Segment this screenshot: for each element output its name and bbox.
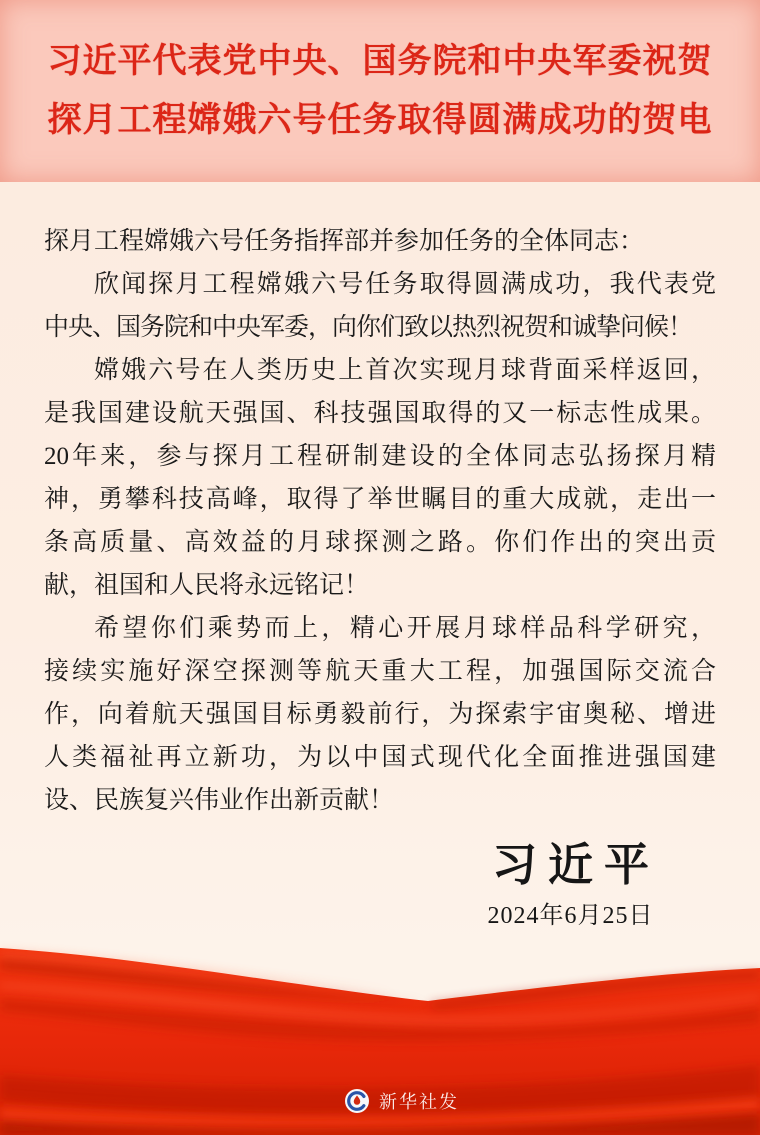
body-line-4: 嫦娥六号在人类历史上首次实现月球背面采样返回， — [94, 357, 716, 384]
body-line-10: 希望你们乘势而上，精心开展月球样品科学研究， — [94, 615, 716, 642]
title-line-1: 习近平代表党中央、国务院和中央军委祝贺 — [47, 43, 713, 80]
signature-date: 2024年6月25日 — [487, 903, 654, 929]
signature-block — [481, 836, 660, 935]
agency-credit — [344, 1088, 459, 1114]
body-line-5: 是我国建设航天强国、科技强国取得的又一标志性成果。 — [44, 400, 716, 427]
body-line-14: 设、民族复兴伟业作出新贡献！ — [44, 787, 395, 814]
body-line-3: 中央、国务院和中央军委，向你们致以热烈祝贺和诚挚问候！ — [44, 314, 693, 341]
salutation-line: 探月工程嫦娥六号任务指挥部并参加任务的全体同志： — [44, 228, 645, 255]
body-line-2: 欣闻探月工程嫦娥六号任务取得圆满成功，我代表党 — [94, 271, 716, 298]
body-line-13: 人类福祉再立新功，为以中国式现代化全面推进强国建 — [44, 744, 716, 771]
agency-credit-text: 新华社发 — [379, 1092, 459, 1112]
body-line-9: 献，祖国和人民将永远铭记！ — [44, 572, 370, 599]
signature-name: 习近平 — [491, 840, 660, 890]
letter-body — [44, 182, 716, 935]
body-line-12: 作，向着航天强国目标勇毅前行，为探索宇宙奥秘、增进 — [44, 701, 716, 728]
title-banner — [0, 0, 760, 182]
xinhua-logo-icon — [344, 1088, 370, 1114]
body-line-6: 20年来，参与探月工程研制建设的全体同志弘扬探月精 — [44, 443, 716, 470]
body-line-11: 接续实施好深空探测等航天重大工程，加强国际交流合 — [44, 658, 716, 685]
body-line-7: 神，勇攀科技高峰，取得了举世瞩目的重大成就，走出一 — [44, 486, 716, 513]
title-line-2: 探月工程嫦娥六号任务取得圆满成功的贺电 — [47, 102, 713, 139]
body-line-8: 条高质量、高效益的月球探测之路。你们作出的突出贡 — [44, 529, 716, 556]
